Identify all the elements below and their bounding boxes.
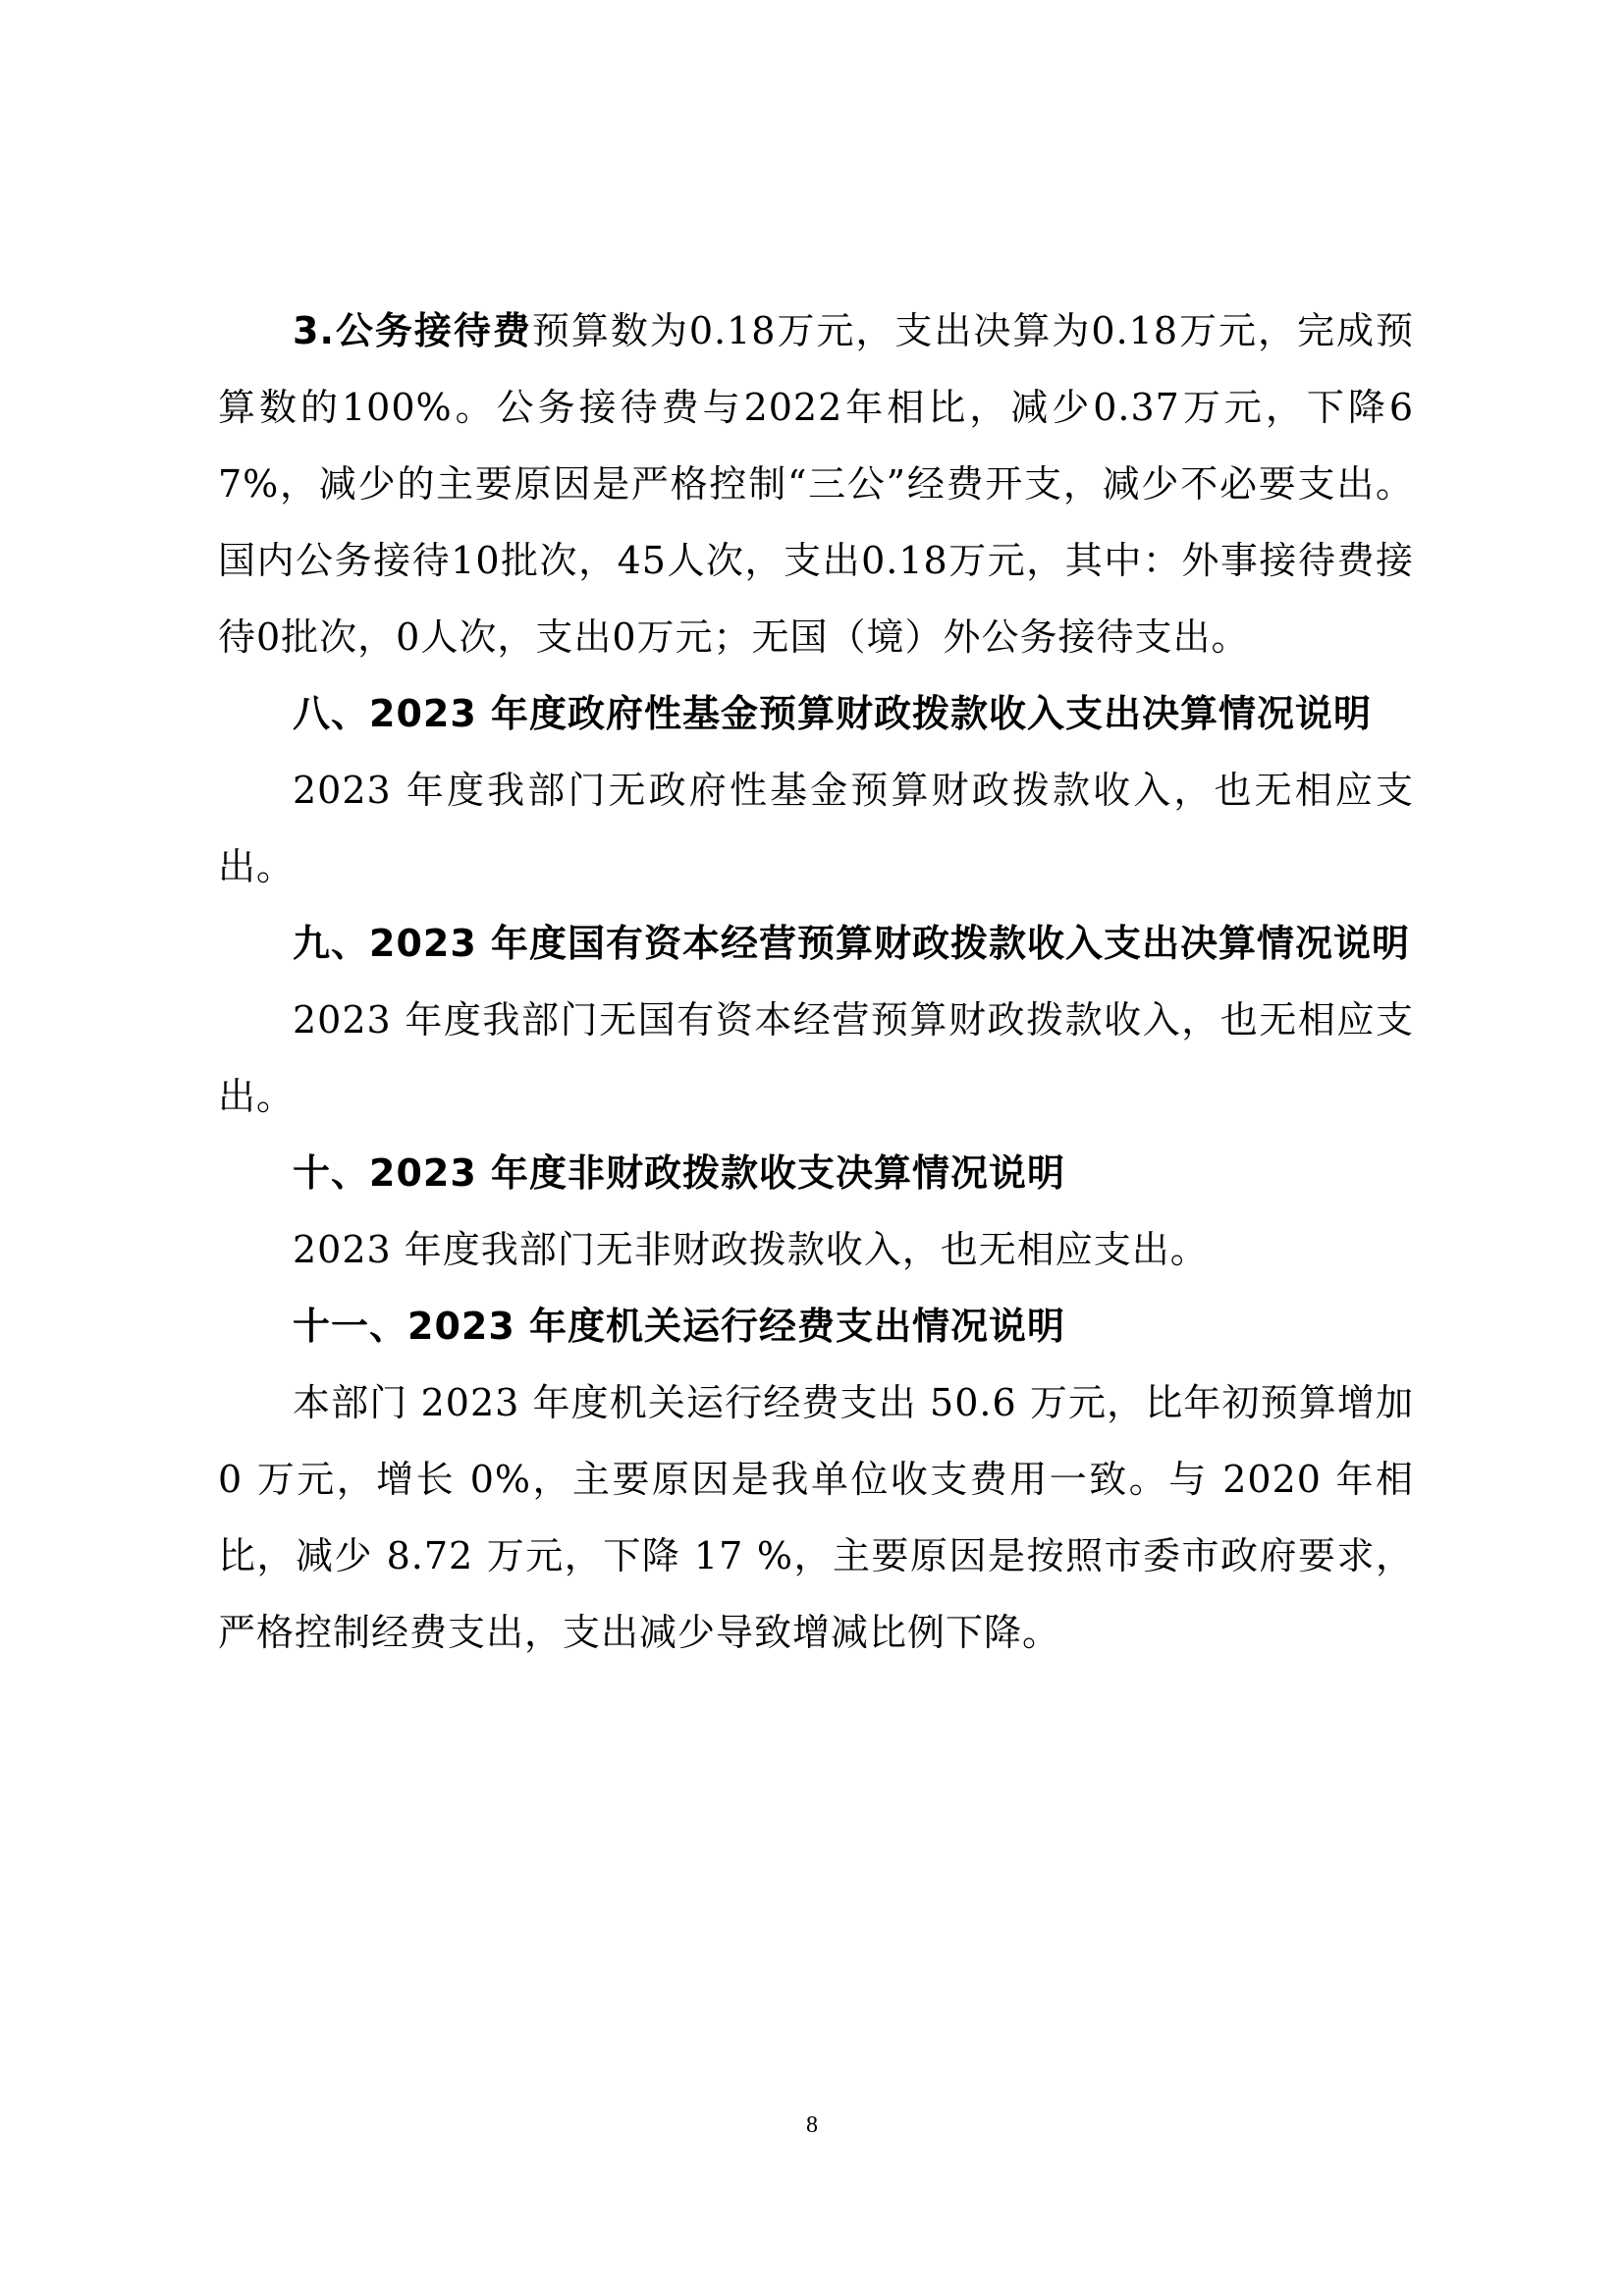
reception-expense-text: 预算数为0.18万元，支出决算为0.18万元，完成预算数的100%。公务接待费与2022年相比，减少0.37万元，下降67%，减少的主要原因是严格控制“三公”经费开支，减少不必要支出。国内公务接待10批次，45人次，支出0.18万元，其中：外事接待费接待0批次，0人次，支出0万元；无国（境）外公务接待支出。 [218, 309, 1414, 659]
section-8-body: 2023 年度我部门无政府性基金预算财政拨款收入，也无相应支出。 [218, 769, 1414, 888]
page-content [218, 293, 1414, 1671]
reception-expense-lead: 3.公务接待费 [293, 309, 532, 352]
section-9-heading: 九、2023 年度国有资本经营预算财政拨款收入支出决算情况说明 [293, 922, 1410, 965]
section-10-heading: 十、2023 年度非财政拨款收支决算情况说明 [293, 1151, 1065, 1195]
reception-expense-paragraph [218, 293, 1414, 675]
section-11-heading: 十一、2023 年度机关运行经费支出情况说明 [293, 1305, 1065, 1348]
section-11-body: 本部门 2023 年度机关运行经费支出 50.6 万元，比年初预算增加 0 万元，增长 0%，主要原因是我单位收支费用一致。与 2020 年相比，减少 8.72 万元，下降 17 %，主要原因是按照市委市政府要求，严格控制经费支出，支出减少导致增减比例下降。 [218, 1381, 1414, 1654]
page-number: 8 [806, 2112, 818, 2138]
section-9-body: 2023 年度我部门无国有资本经营预算财政拨款收入，也无相应支出。 [218, 998, 1414, 1118]
section-10-body: 2023 年度我部门无非财政拨款收入，也无相应支出。 [293, 1228, 1209, 1271]
section-8-heading: 八、2023 年度政府性基金预算财政拨款收入支出决算情况说明 [293, 692, 1372, 735]
